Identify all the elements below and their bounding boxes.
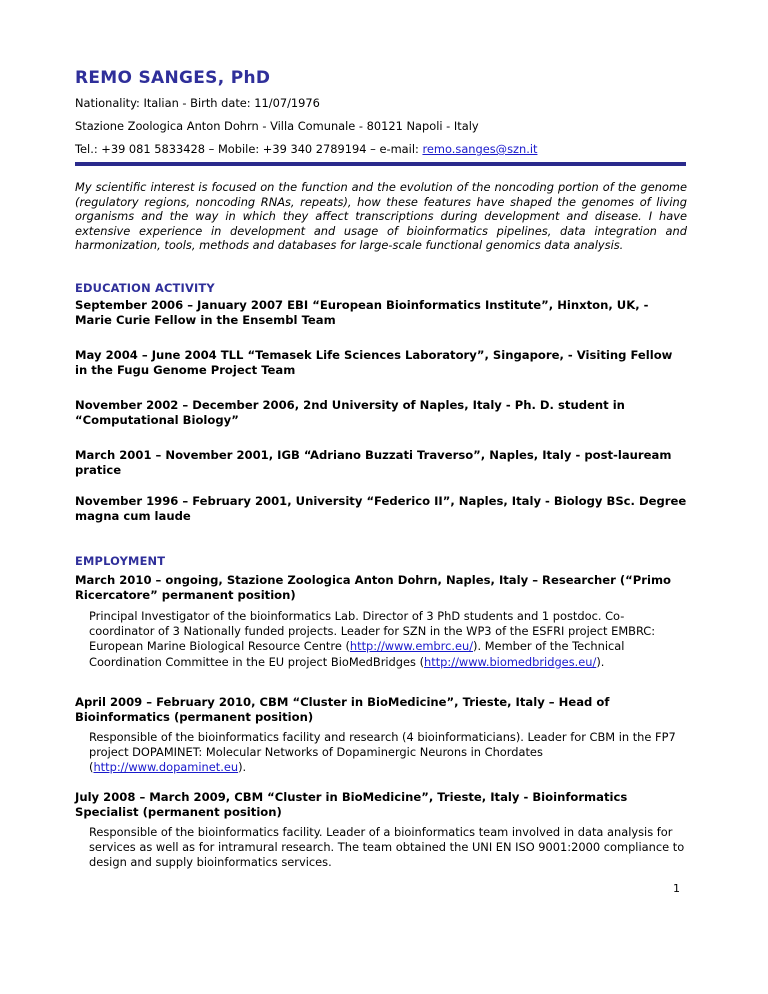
- education-item: November 2002 – December 2006, 2nd University of Naples, Italy - Ph. D. student in “Computational Biology”: [75, 398, 625, 427]
- header-divider: [75, 162, 686, 166]
- contact-line: [75, 142, 537, 156]
- contact-phones: Tel.: +39 081 5833428 – Mobile: +39 340 2789194 – e-mail:: [75, 142, 423, 156]
- education-item: November 1996 – February 2001, University “Federico II”, Naples, Italy - Biology BSc. Degree magna cum laude: [75, 494, 687, 523]
- education-item: May 2004 – June 2004 TLL “Temasek Life Sciences Laboratory”, Singapore, - Visiting Fellow in the Fugu Genome Project Team: [75, 348, 673, 377]
- education-section-title: EDUCATION ACTIVITY: [75, 281, 215, 295]
- employment-section-title: EMPLOYMENT: [75, 554, 166, 568]
- employment-description: Principal Investigator of the bioinformatics Lab. Director of 3 PhD students and 1 postdoc. Co-coordinator of 3 Nationally funded projects. Leader for SZN in the WP3 of the ESFRI project EMBRC: European Marine Biological Resource Centre (http://www.embrc.eu/). Member of the Technical Coordination Committee in the EU project BioMedBridges (http://www.biomedbridges.eu/).: [89, 609, 656, 669]
- biomedbridges-link[interactable]: http://www.biomedbridges.eu/: [424, 654, 597, 669]
- embrc-link[interactable]: http://www.embrc.eu/: [349, 639, 474, 654]
- nationality-line: Nationality: Italian - Birth date: 11/07/1976: [75, 96, 320, 110]
- page-number: 1: [673, 882, 680, 895]
- email-link[interactable]: remo.sanges@szn.it: [422, 142, 538, 156]
- address-line: Stazione Zoologica Anton Dohrn - Villa Comunale - 80121 Napoli - Italy: [75, 119, 479, 133]
- dopaminet-link[interactable]: http://www.dopaminet.eu: [93, 760, 239, 775]
- employment-heading: March 2010 – ongoing, Stazione Zoologica Anton Dohrn, Naples, Italy – Researcher (“Primo Ricercatore” permanent position): [75, 573, 672, 602]
- page-title: REMO SANGES, PhD: [75, 68, 271, 88]
- research-interest-paragraph: My scientific interest is focused on the function and the evolution of the noncoding portion of the genome (regulatory regions, noncoding RNAs, repeats), how these features have shaped the genomes of living organisms and the way in which they affect transcriptions during development and disease. I have extensive experience in development and usage of bioinformatics pipelines, data integration and harmonization, tools, methods and databases for large-scale functional genomics data analysis.: [75, 180, 687, 253]
- education-item: March 2001 – November 2001, IGB “Adriano Buzzati Traverso”, Naples, Italy - post-lauream pratice: [75, 448, 672, 477]
- education-item: September 2006 – January 2007 EBI “European Bioinformatics Institute”, Hinxton, UK, - Marie Curie Fellow in the Ensembl Team: [75, 298, 649, 327]
- employment-description: Responsible of the bioinformatics facility and research (4 bioinformaticians). Leader for CBM in the FP7 project DOPAMINET: Molecular Networks of Dopaminergic Neurons in Chordates (http://www.dopaminet.eu).: [89, 730, 676, 775]
- employment-description: Responsible of the bioinformatics facility. Leader of a bioinformatics team involved in data analysis for services as well as for intramural research. The team obtained the UNI EN ISO 9001:2000 compliance to design and supply bioinformatics services.: [89, 825, 685, 870]
- employment-heading: July 2008 – March 2009, CBM “Cluster in BioMedicine”, Trieste, Italy - Bioinformatics Specialist (permanent position): [75, 790, 628, 819]
- employment-heading: April 2009 – February 2010, CBM “Cluster in BioMedicine”, Trieste, Italy – Head of Bioinformatics (permanent position): [75, 695, 610, 724]
